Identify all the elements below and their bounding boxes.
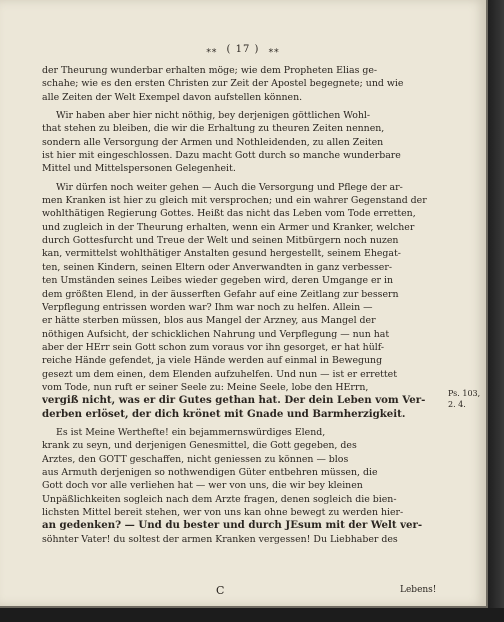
text-line: aus Armuth derjenigen so nothwendigen Güter entbehren müssen, die (42, 466, 378, 478)
margin-reference: Ps. 103, 2. 4. (448, 389, 481, 409)
scan-background-bottom (0, 608, 504, 622)
text-line: Unpäßlichkeiten sogleich nach dem Arzte fragen, denen sogleich die bien- (42, 493, 397, 505)
text-line: men Kranken ist hier zu gleich mit versprochen; und ein wahrer Gegenstand der (42, 195, 427, 207)
text-line: der Theurung wunderbar erhalten möge; wie dem Propheten Elias ge- (42, 65, 378, 76)
page-header (0, 44, 486, 55)
text-line: dem größten Elend, in der äusserften Gefahr auf eine Zeitlang zur bessern (42, 288, 399, 300)
text-line: nöthigen Aufsicht, der schicklichen Nahrung und Verpflegung — nun hat (42, 328, 390, 340)
text-line: schahe; wie es den ersten Christen zur Zeit der Apostel begegnete; und wie (42, 78, 404, 90)
paragraph-4 (42, 426, 446, 546)
page-number: ( 17 ) (226, 44, 260, 55)
text-line: that stehen zu bleiben, die wir die Erhaltung zu theuren Zeiten nennen, (42, 123, 385, 135)
ornament-left: ⁎⁎ (206, 45, 218, 55)
scan-background (488, 0, 504, 622)
text-line: krank zu seyn, und derjenigen Genesmittel, die Gott gegeben, des (42, 440, 357, 452)
text-line: reiche Hände gefendet, ja viele Hände werden auf einmal in Bewegung (42, 355, 383, 367)
text-line: wohlthätigen Regierung Gottes. Heißt das nicht das Leben vom Tode erretten, (42, 208, 416, 220)
text-line: alle Zeiten der Welt Exempel davon aufstellen können. (42, 91, 303, 103)
text-line: Es ist Meine Werthefte! ein bejammernswürdiges Elend, (56, 426, 326, 438)
text-line-emphasis: vergiß nicht, was er dir Gutes gethan hat. Der dein Leben vom Ver- (42, 394, 426, 407)
body-text (42, 64, 446, 546)
text-line: und zugleich in der Theurung erhalten, wenn ein Armer und Kranker, welcher (42, 221, 415, 233)
text-line: ten, seinen Kindern, seinen Eltern oder Anverwandten in ganz verbesser- (42, 261, 392, 273)
text-line: Gott doch vor alle verliehen hat — wer von uns, die wir bey kleinen (42, 480, 363, 492)
text-line: gesezt um dem einen, dem Elenden aufzuhelfen. Und nun — ist er errettet (42, 368, 397, 380)
text-line: er hätte sterben müssen, blos aus Mangel der Arzney, aus Mangel der (42, 315, 376, 327)
text-line: kan, vermittelst wohlthätiger Anstalten gesund hergestellt, seinem Ehegat- (42, 248, 401, 260)
text-line-emphasis: derben erlöset, der dich krönet mit Gnade und Barmherzigkeit. (42, 407, 406, 420)
signature-mark: C (216, 584, 225, 597)
text-line: ist hier mit eingeschlossen. Dazu macht Gott durch so manche wunderbare (42, 150, 401, 162)
text-line: Wir haben aber hier nicht nöthig, bey derjenigen göttlichen Wohl- (56, 110, 371, 122)
text-line: Wir dürfen noch weiter gehen — Auch die Versorgung und Pflege der ar- (56, 181, 403, 193)
text-line: Verpflegung entrissen worden war? Ihm war noch zu helfen. Allein — (42, 301, 373, 313)
text-line: söhnter Vater! du soltest der armen Kranken vergessen! Du Liebhaber des (42, 533, 398, 545)
text-line-emphasis: an gedenken? — Und du bester und durch JEsum mit der Welt ver- (42, 519, 423, 532)
catchword: Lebens! (400, 585, 437, 595)
text-line: Arztes, den GOTT geschaffen, nicht geniessen zu können — blos (42, 453, 349, 465)
paragraph-1 (42, 64, 446, 104)
text-line: aber der HErr sein Gott schon zum voraus vor ihn gesorget, er hat hülf- (42, 341, 385, 353)
ornament-right: ⁎⁎ (268, 45, 280, 55)
text-line: sondern alle Versorgung der Armen und Nothleidenden, zu allen Zeiten (42, 136, 384, 148)
paragraph-3 (42, 181, 446, 421)
text-line: lichsten Mittel bereit stehen, wer von uns kan ohne bewegt zu werden hier- (42, 507, 404, 518)
text-line: ten Umständen seines Leibes wieder gegeben wird, deren Umgange er in (42, 275, 394, 287)
text-line: durch Gottesfurcht und Treue der Welt und seinen Mitbürgern noch nuzen (42, 235, 399, 247)
paragraph-2 (42, 109, 446, 176)
text-line: vom Tode, nun ruft er seiner Seele zu: Meine Seele, lobe den HErrn, (42, 381, 369, 393)
text-line: Mittel und Mittelspersonen Gelegenheit. (42, 163, 236, 175)
